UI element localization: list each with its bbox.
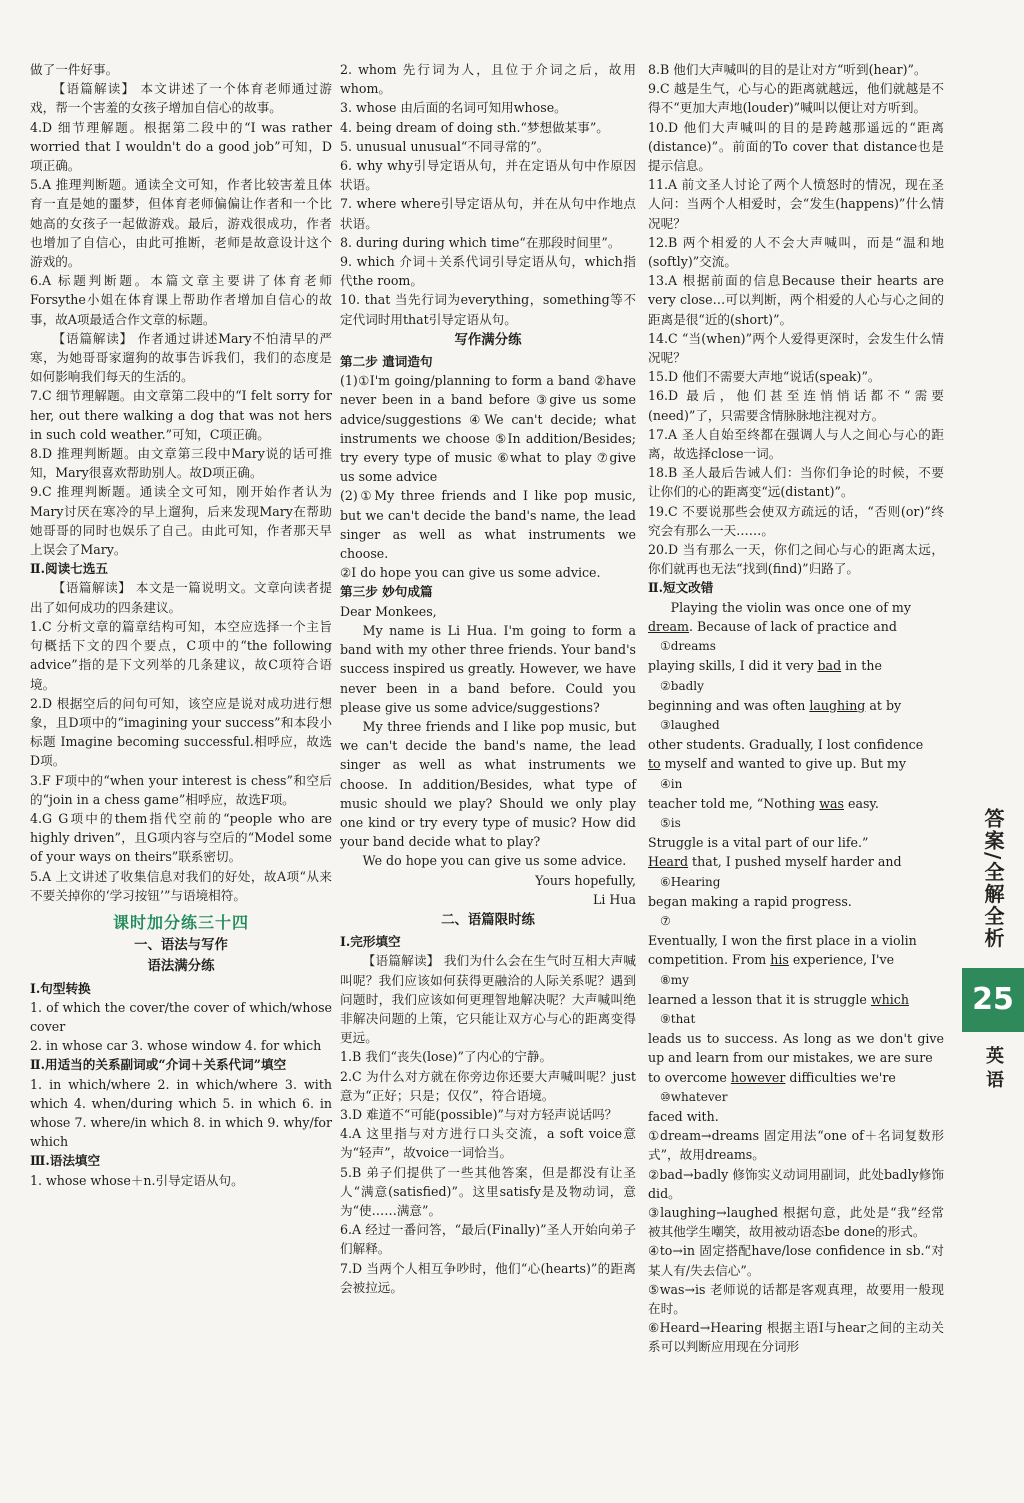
paragraph: Ⅲ.语法填空 [30,1153,101,1169]
paragraph: 3.D 难道不“可能(possible)”与对方轻声说话吗？ [340,1106,618,1122]
paragraph: 2. in whose car 3. whose window 4. for which [30,1038,322,1054]
passage-line [648,598,944,617]
paragraph: 2.C 为什么对方就在你旁边你还要大声喊叫呢？just意为“正好；只是；仅仅”，符合语境。 [340,1068,636,1103]
paragraph: My three friends and I like pop music, but we can't decide the band's name, the lead singer as well as what instruments we choose. In addition/Besides, what type of music should we play? Should we only play one kind or try every type of music? How did your band decide what to play? [340,718,636,850]
paragraph: Yours hopefully, [535,872,636,888]
passage-line [648,931,944,950]
passage-line [648,990,944,1009]
passage-text: that, I pushed myself harder and [688,854,902,870]
paragraph: ⑤was→is 老师说的话都是客观真理，故要用一般现在时。 [648,1281,944,1316]
correction-mark: ⑥Hearing [660,874,721,889]
side-tab [962,0,1024,1503]
paragraph: 13.A 根据前面的信息Because their hearts are very close…可以判断，两个相爱的人心与心之间的距离是很“近的(short)”。 [648,273,944,327]
passage-text: began making a rapid progress. [648,893,852,909]
paragraph: 1.C 分析文章的篇章结构可知，本空应选择一个主旨句概括下文的四个要点，C项中的“the following advice”指的是下文列举的几条建议，故C项符合语境。 [30,618,332,692]
passage-text: faced with. [648,1108,719,1124]
paragraph: 4. being dream of doing sth.“梦想做某事”。 [340,119,609,135]
correction-mark: ③laughed [660,717,720,732]
error-word: Heard [648,854,689,870]
correction-mark: ⑦ [660,913,671,928]
passage-text: Playing the violin was once one of my [670,599,911,615]
paragraph: We do hope you can give us some advice. [362,853,627,869]
passage-line [648,852,944,871]
paragraph: 7. where where引导定语从句，并在从句中作地点状语。 [340,196,636,231]
passage-text: Eventually, I won the first place in a violin [648,933,917,949]
passage-text: competition. From [648,952,771,968]
error-word: bad [817,658,842,674]
paragraph: Ⅱ.阅读七选五 [30,561,108,577]
paragraph: ②bad→badly 修饰实义动词用副词，此处badly修饰did。 [648,1166,944,1201]
paragraph: My name is Li Hua. I'm going to form a band with my other three friends. Your band's success inspired us greatly. However, we have never been in a band before. Could you please give us some advice/suggestions? [340,622,636,715]
passage-text: myself and wanted to give up. But my [660,756,906,772]
paragraph: 第三步 妙句成篇 [340,584,433,600]
passage-line [648,833,944,852]
passage-line [648,754,944,773]
paragraph: 8. during during which time“在那段时间里”。 [340,234,621,250]
paragraph: ⑥Heard→Hearing 根据主语I与hear之间的主动关系可以判断应用现在分词形 [648,1320,944,1355]
error-word: his [770,952,789,968]
paragraph: 5. unusual unusual“不同寻常的”。 [340,138,550,154]
paragraph: 9. which 介词＋关系代词引导定语从句，which指代the room。 [340,254,636,289]
passage-line [648,813,944,833]
paragraph: 10. that 当先行词为everything，something等不定代词时用that引导定语从句。 [340,292,636,327]
passage-text: at by [865,697,902,713]
paragraph: 17.A 圣人自始至终都在强调人与人之间心与心的距离，故选择close一词。 [648,426,944,462]
passage-text: in the [841,658,882,674]
passage-line [648,715,944,735]
paragraph: 1. in which/where 2. in which/where 3. with which 4. when/during which 5. in which 6. in whose 7. where/in which 8. in which 9. why/for which [30,1076,332,1150]
section-title: 二、语篇限时练 [441,911,535,928]
passage-text: experience, I've [788,952,895,968]
section-title: 课时加分练三十四 [112,912,249,932]
passage-line [648,1107,944,1126]
paragraph: 9.C 越是生气，心与心的距离就越远，他们就越是不得不“更加大声地(louder)”喊叫以便让对方听到。 [648,81,944,116]
passage-line [648,892,944,911]
passage-text: to overcome [648,1069,731,1085]
section-subtitle: 语法满分练 [147,958,215,975]
passage-text: other students. Gradually, I lost confidence [648,737,924,753]
paragraph: 12.B 两个相爱的人不会大声喊叫，而是“温和地(softly)”交流。 [648,234,944,270]
paragraph: Ⅰ.完形填空 [340,934,401,950]
passage-line [648,1087,944,1107]
paragraph: 做了一件好事。 [30,62,119,77]
paragraph: 【语篇解读】 作者通过讲述Mary不怕清早的严寒，为她哥哥家遛狗的故事告诉我们，我们的态度是如何影响我们每天的生活的。 [30,330,332,385]
paragraph: 第二步 遣词造句 [340,354,433,370]
error-correction-passage [648,598,944,1126]
passage-line [648,774,944,794]
paragraph: 4.G G项中的them指代空前的“people who are highly driven”，且G项内容与空后的“Model some of your ways on theirs”联系密切。 [30,810,332,865]
paragraph: 【语篇解读】 本文讲述了一个体育老师通过游戏，帮一个害羞的女孩子增加自信心的故事。 [30,81,332,116]
error-word: however [730,1069,786,1085]
paragraph: 9.C 推理判断题。通读全文可知，刚开始作者认为Mary讨厌在寒冷的早上遛狗，后来发现Mary在帮助她哥哥的同时也娱乐了自己。由此可知，作者那天早上误会了Mary。 [30,484,332,558]
passage-text: leads us to success. As long as we don't give up and learn from our mistakes, we are sure [648,1031,944,1066]
passage-text: playing skills, I did it very [648,658,818,674]
paragraph: 4.D 细节理解题。根据第二段中的“I was rather worried that I wouldn't do a good job”可知，D项正确。 [30,119,332,174]
error-word: dream [648,618,689,634]
error-word: was [819,795,844,811]
passage-line [648,872,944,892]
passage-text: . Because of lack of practice and [689,618,897,634]
passage-text: learned a lesson that it is struggle [648,991,871,1007]
paragraph: 5.A 上文讲述了收集信息对我们的好处，故A项“从来不要关掉你的‘学习按钮’”与语境相符。 [30,868,332,903]
passage-line [648,636,944,656]
paragraph: 20.D 当有那么一天，你们之间心与心的距离太远，你们就再也无法“找到(find)”归路了。 [648,542,944,577]
paragraph: 4.A 这里指与对方进行口头交流，a soft voice意为“轻声”，故voice一词恰当。 [340,1126,636,1161]
passage-line [648,970,944,990]
paragraph: 16.D 最后，他们甚至连悄悄话都不“需要(need)”了，只需要含情脉脉地注视对方。 [648,388,944,423]
paragraph: 7.C 细节理解题。由文章第二段中的“I felt sorry for her, out there walking a dog that was not hers in such cold weather.”可知，C项正确。 [30,388,332,442]
paragraph: 【语篇解读】 我们为什么会在生气时互相大声喊叫呢？我们应该如何获得更融洽的人际关系呢？遇到问题时，我们应该如何更理智地解决呢？大声喊叫绝非解决问题的上策，它只能让双方心与心的距离变得更远。 [340,953,636,1046]
passage-text: difficulties we're [785,1069,896,1085]
column-right [648,60,944,1357]
paragraph: 6.A 标题判断题。本篇文章主要讲了体育老师Forsythe小姐在体育课上帮助作者增加自信心的故事，故A项最适合作文章的标题。 [30,273,332,327]
correction-mark: ⑩whatever [660,1089,728,1104]
paragraph: 5.A 推理判断题。通读全文可知，作者比较害羞且体育一直是她的噩梦，但体育老师偏偏让作者和一个比她高的女孩子一起做游戏。最后，游戏很成功，作者也增加了自信心，由此可推断，老师是故意设计这个游戏的。 [30,177,332,270]
passage-text: easy. [843,795,879,811]
paragraph: ③laughing→laughed 根据句意，此处是“我”经常被其他学生嘲笑，故用被动语态be done的形式。 [648,1204,944,1240]
sidebar-label: 答案/全解全析 [981,808,1005,950]
correction-mark: ⑧my [660,972,689,987]
passage-line [648,950,944,969]
passage-line [648,911,944,931]
passage-line [648,617,944,636]
passage-text: beginning and was often [648,697,810,713]
passage-line [648,1029,944,1067]
paragraph: 6.A 经过一番问答，“最后(Finally)”圣人开始向弟子们解释。 [340,1222,636,1257]
paragraph: 6. why why引导定语从句，并在定语从句中作原因状语。 [340,158,636,193]
paragraph: 10.D 他们大声喊叫的目的是跨越那遥远的“距离(distance)”。前面的To cover that distance也是提示信息。 [648,119,944,174]
paragraph: 3.F F项中的“when your interest is chess”和空后的“join in a chess game”相呼应，故选F项。 [30,772,332,807]
page-number: 25 [962,968,1024,1032]
column-left [30,60,332,1190]
paragraph: 8.B 他们大声喊叫的目的是让对方“听到(hear)”。 [648,62,927,77]
error-word: to [648,756,661,772]
passage-line [648,794,944,813]
paragraph: ②I do hope you can give us some advice. [340,565,601,581]
paragraph: ①dream→dreams 固定用法“one of＋名词复数形式”，故用dreams。 [648,1128,944,1163]
paragraph: (2)①My three friends and I like pop music, but we can't decide the band's name, the lead singer as well as what instruments we choose. [340,488,636,562]
passage-line [648,656,944,675]
correction-mark: ①dreams [660,639,716,654]
passage-line [648,1009,944,1029]
passage-line [648,735,944,754]
correction-mark: ②badly [660,678,704,693]
paragraph: Ⅱ.用适当的关系副词或“介词＋关系代词”填空 [30,1057,287,1073]
error-word: which [870,991,909,1007]
paragraph: 18.B 圣人最后告诫人们：当你们争论的时候，不要让你们的心的距离变“远(distant)”。 [648,465,944,500]
paragraph: 8.D 推理判断题。由文章第三段中Mary说的话可推知，Mary很喜欢帮助别人。故D项正确。 [30,446,332,481]
paragraph: 2. whom 先行词为人，且位于介词之后，故用whom。 [340,62,636,97]
paragraph: 15.D 他们不需要大声地“说话(speak)”。 [648,369,881,385]
column-middle [340,60,636,1297]
correction-mark: ⑨that [660,1011,696,1026]
passage-line [648,696,944,715]
passage-line [648,676,944,696]
section-subtitle: 一、语法与写作 [134,937,228,954]
paragraph: 1. of which the cover/the cover of which/whose cover [30,999,332,1034]
paragraph: 19.C 不要说那些会使双方疏远的话，“否则(or)”终究会有那么一天……。 [648,503,944,538]
paragraph: 【语篇解读】 本文是一篇说明文。文章向读者提出了如何成功的四条建议。 [30,580,332,615]
paragraph: 7.D 当两个人相互争吵时，他们“心(hearts)”的距离会被拉远。 [340,1260,636,1295]
paragraph: 1. whose whose＋n.引导定语从句。 [30,1172,244,1188]
passage-line [648,1068,944,1087]
paragraph: ④to→in 固定搭配have/lose confidence in sb.“对某人有/失去信心”。 [648,1243,944,1278]
subject-label: 英语 [983,1046,1004,1094]
paragraph: (1)①I'm going/planning to form a band ②have never been in a band before ③give us some advice/suggestions ④We can't decide; what instruments we choose ⑤In addition/Besides; try every type of music ⑥what to play ⑦give us some advice [340,373,636,485]
paragraph: 14.C “当(when)”两个人爱得更深时，会发生什么情况呢？ [648,330,944,366]
paragraph: Ⅱ.短文改错 [648,580,714,596]
error-word: laughing [809,697,866,713]
paragraph: 5.B 弟子们提供了一些其他答案，但是都没有让圣人“满意(satisfied)”。这里satisfy是及物动词，意为“使……满意”。 [340,1164,636,1218]
correction-mark: ⑤is [660,815,681,830]
passage-text: teacher told me, “Nothing [648,795,820,811]
section-title: 写作满分练 [454,331,522,348]
paragraph: Dear Monkees, [340,603,437,619]
correction-mark: ④in [660,776,683,791]
paragraph: 3. whose 由后面的名词可知用whose。 [340,100,567,116]
paragraph: 1.B 我们“丧失(lose)”了内心的宁静。 [340,1049,553,1065]
paragraph: Ⅰ.句型转换 [30,980,91,996]
paragraph: 2.D 根据空后的问句可知，该空应是说对成功进行想象，且D项中的“imagining your success”和本段小标题 Imagine becoming successful.相呼应，故选D项。 [30,695,332,769]
paragraph: Li Hua [593,891,636,907]
passage-text: Struggle is a vital part of our life.” [648,835,869,851]
paragraph: 11.A 前文圣人讨论了两个人愤怒时的情况，现在圣人问：当两个人相爱时，会“发生(happens)”什么情况呢？ [648,177,944,231]
